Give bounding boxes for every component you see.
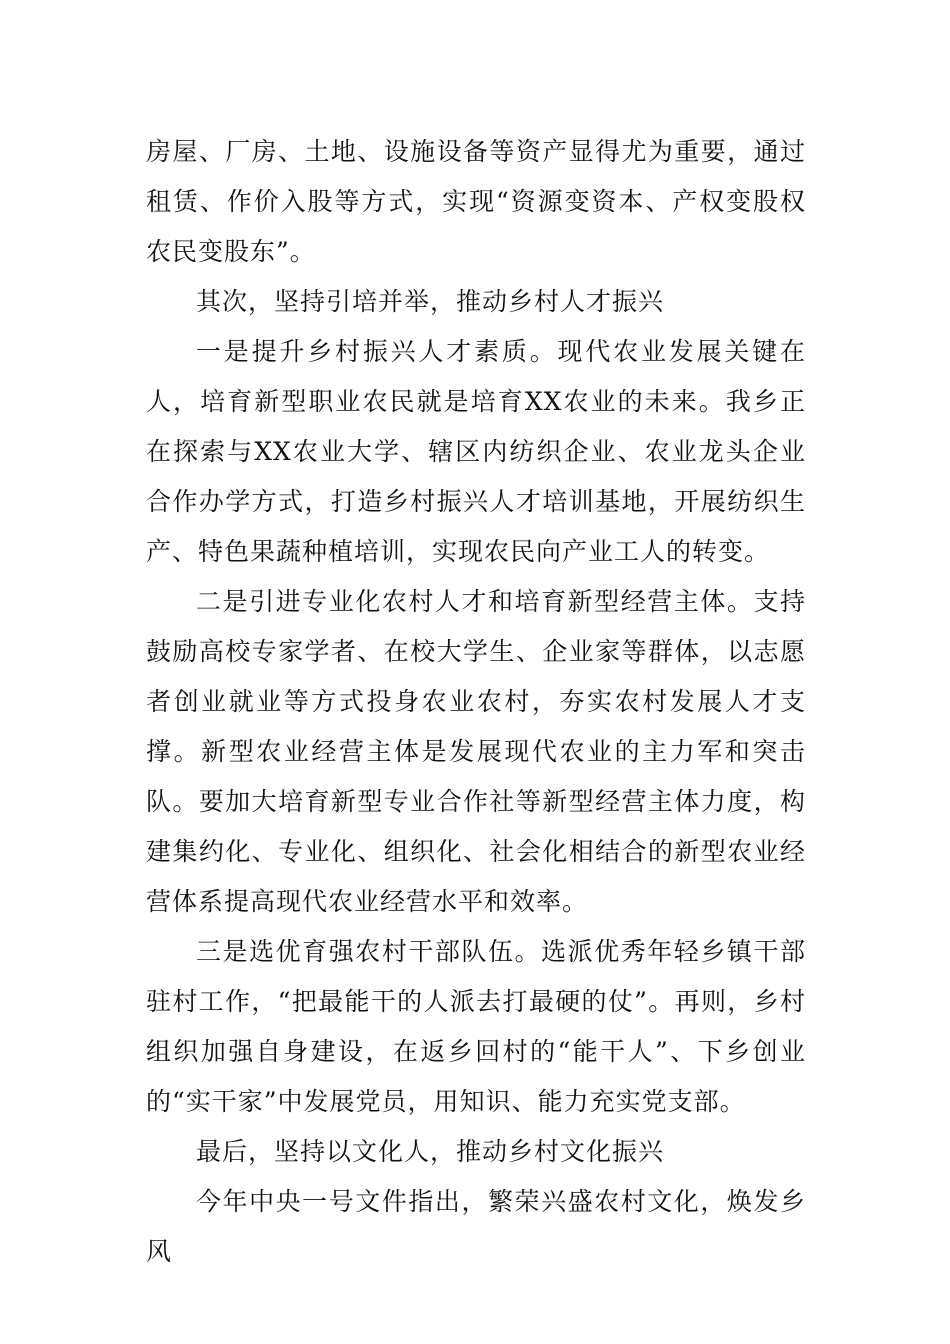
paragraph-assets-continuation: 房屋、厂房、土地、设施设备等资产显得尤为重要，通过租赁、作价入股等方式，实现“资源变资本、产权变股权农民变股东”。 bbox=[146, 137, 806, 266]
heading-talent-revitalization: 其次，坚持引培并举，推动乡村人才振兴 bbox=[196, 287, 665, 316]
paragraph-talent-quality: 一是提升乡村振兴人才素质。现代农业发展关键在人，培育新型职业农民就是培育XX农业的未来。我乡正在探索与XX农业大学、辖区内纺织企业、农业龙头企业合作办学方式，打造乡村振兴人才培训基地，开展纺织生产、特色果蔬种植培训，实现农民向产业工人的转变。 bbox=[146, 337, 806, 566]
heading-culture-revitalization: 最后，坚持以文化人，推动乡村文化振兴 bbox=[196, 1137, 665, 1166]
paragraph-central-document: 今年中央一号文件指出，繁荣兴盛农村文化，焕发乡风 bbox=[146, 1187, 806, 1266]
document-body bbox=[146, 127, 806, 1277]
paragraph-village-cadres: 三是选优育强农村干部队伍。选派优秀年轻乡镇干部驻村工作，“把最能干的人派去打最硬的仗”。再则，乡村组织加强自身建设，在返乡回村的“能干人”、下乡创业的“实干家”中发展党员，用知识、能力充实党支部。 bbox=[146, 937, 806, 1116]
paragraph-professional-talent: 二是引进专业化农村人才和培育新型经营主体。支持鼓励高校专家学者、在校大学生、企业家等群体，以志愿者创业就业等方式投身农业农村，夯实农村发展人才支撑。新型农业经营主体是发展现代农业的主力军和突击队。要加大培育新型专业合作社等新型经营主体力度，构建集约化、专业化、组织化、社会化相结合的新型农业经营体系提高现代农业经营水平和效率。 bbox=[146, 587, 806, 916]
